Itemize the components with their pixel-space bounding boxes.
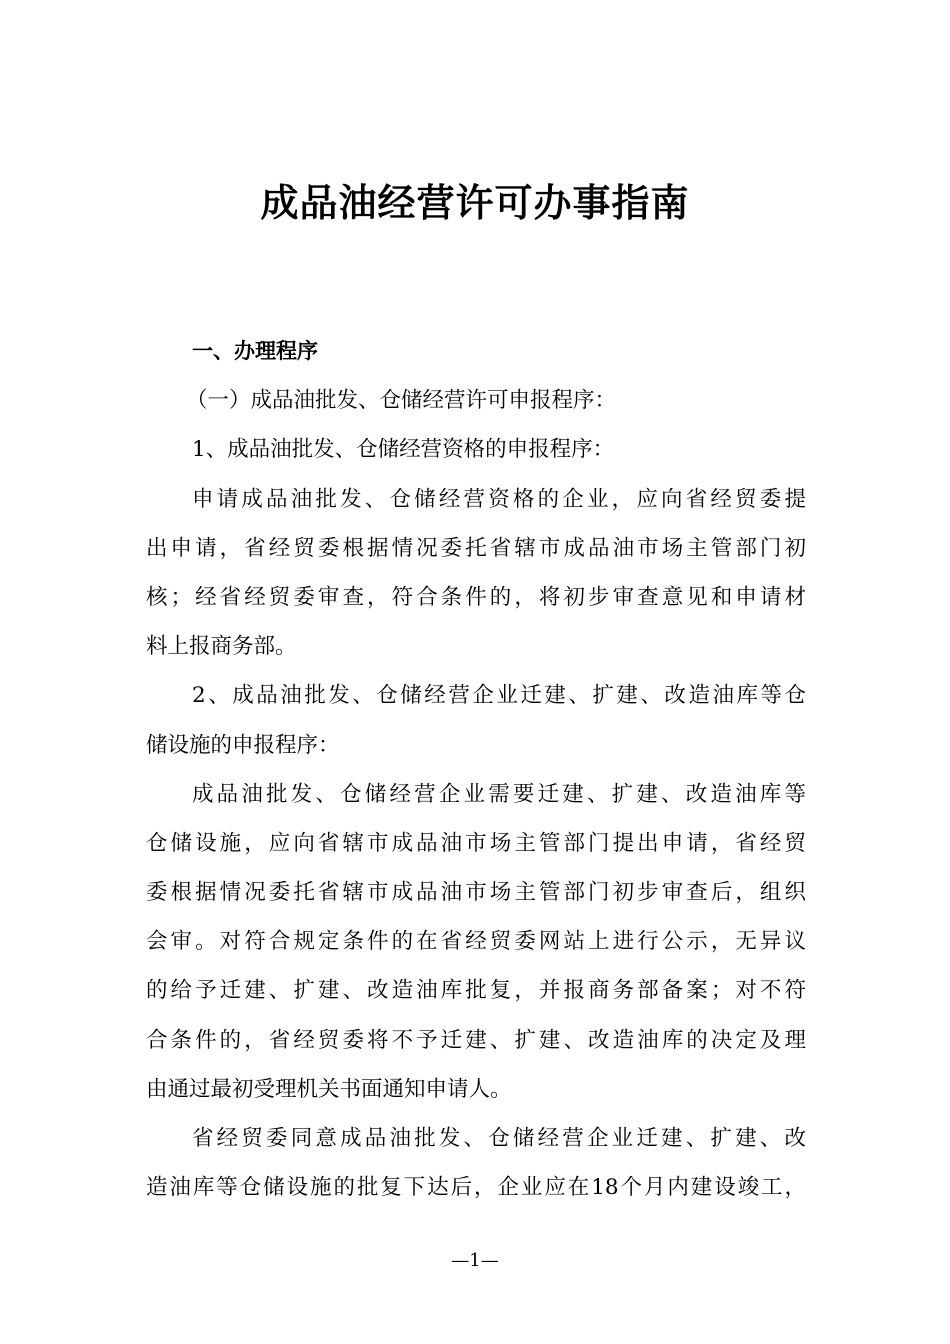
paragraph-line: 合条件的，省经贸委将不予迁建、扩建、改造油库的决定及理: [146, 1027, 806, 1053]
paragraph-line: 申请成品油批发、仓储经营资格的企业，应向省经贸委提: [192, 486, 806, 512]
subsection-heading: （一）成品油批发、仓储经营许可申报程序：: [186, 388, 617, 414]
page-number: —1—: [451, 1250, 499, 1271]
paragraph-line: 储设施的申报程序：: [146, 732, 340, 758]
item2-paragraph-2: [146, 1114, 806, 1212]
item2-title: [146, 671, 806, 769]
paragraph-line: 的给予迁建、扩建、改造油库批复，并报商务部备案；对不符: [146, 978, 806, 1004]
document-title: 成品油经营许可办事指南: [260, 181, 690, 225]
paragraph-line: 委根据情况委托省辖市成品油市场主管部门初步审查后，组织: [146, 880, 806, 906]
item2-paragraph-1: [146, 770, 806, 1114]
paragraph-line: 由通过最初受理机关书面通知申请人。: [146, 1076, 512, 1102]
paragraph-line: 成品油批发、仓储经营企业需要迁建、扩建、改造油库等: [192, 781, 806, 807]
item1-paragraph: [146, 475, 806, 672]
paragraph-line: 料上报商务部。: [146, 634, 297, 660]
paragraph-line: 会审。对符合规定条件的在省经贸委网站上进行公示，无异议: [146, 929, 806, 955]
paragraph-line: 出申请，省经贸委根据情况委托省辖市成品油市场主管部门初: [146, 535, 806, 561]
paragraph-line: 核；经省经贸委审查，符合条件的，将初步审查意见和申请材: [146, 584, 806, 610]
document-body: [146, 327, 806, 1212]
paragraph-line: 仓储设施，应向省辖市成品油市场主管部门提出申请，省经贸: [146, 830, 806, 856]
paragraph-line: 2、成品油批发、仓储经营企业迁建、扩建、改造油库等仓: [192, 683, 806, 709]
section-heading: 一、办理程序: [192, 339, 318, 363]
paragraph-line: 省经贸委同意成品油批发、仓储经营企业迁建、扩建、改: [192, 1126, 806, 1151]
item1-title: 1、成品油批发、仓储经营资格的申报程序：: [192, 437, 615, 463]
paragraph-line: 造油库等仓储设施的批复下达后，企业应在18个月内建设竣工，: [146, 1175, 806, 1201]
